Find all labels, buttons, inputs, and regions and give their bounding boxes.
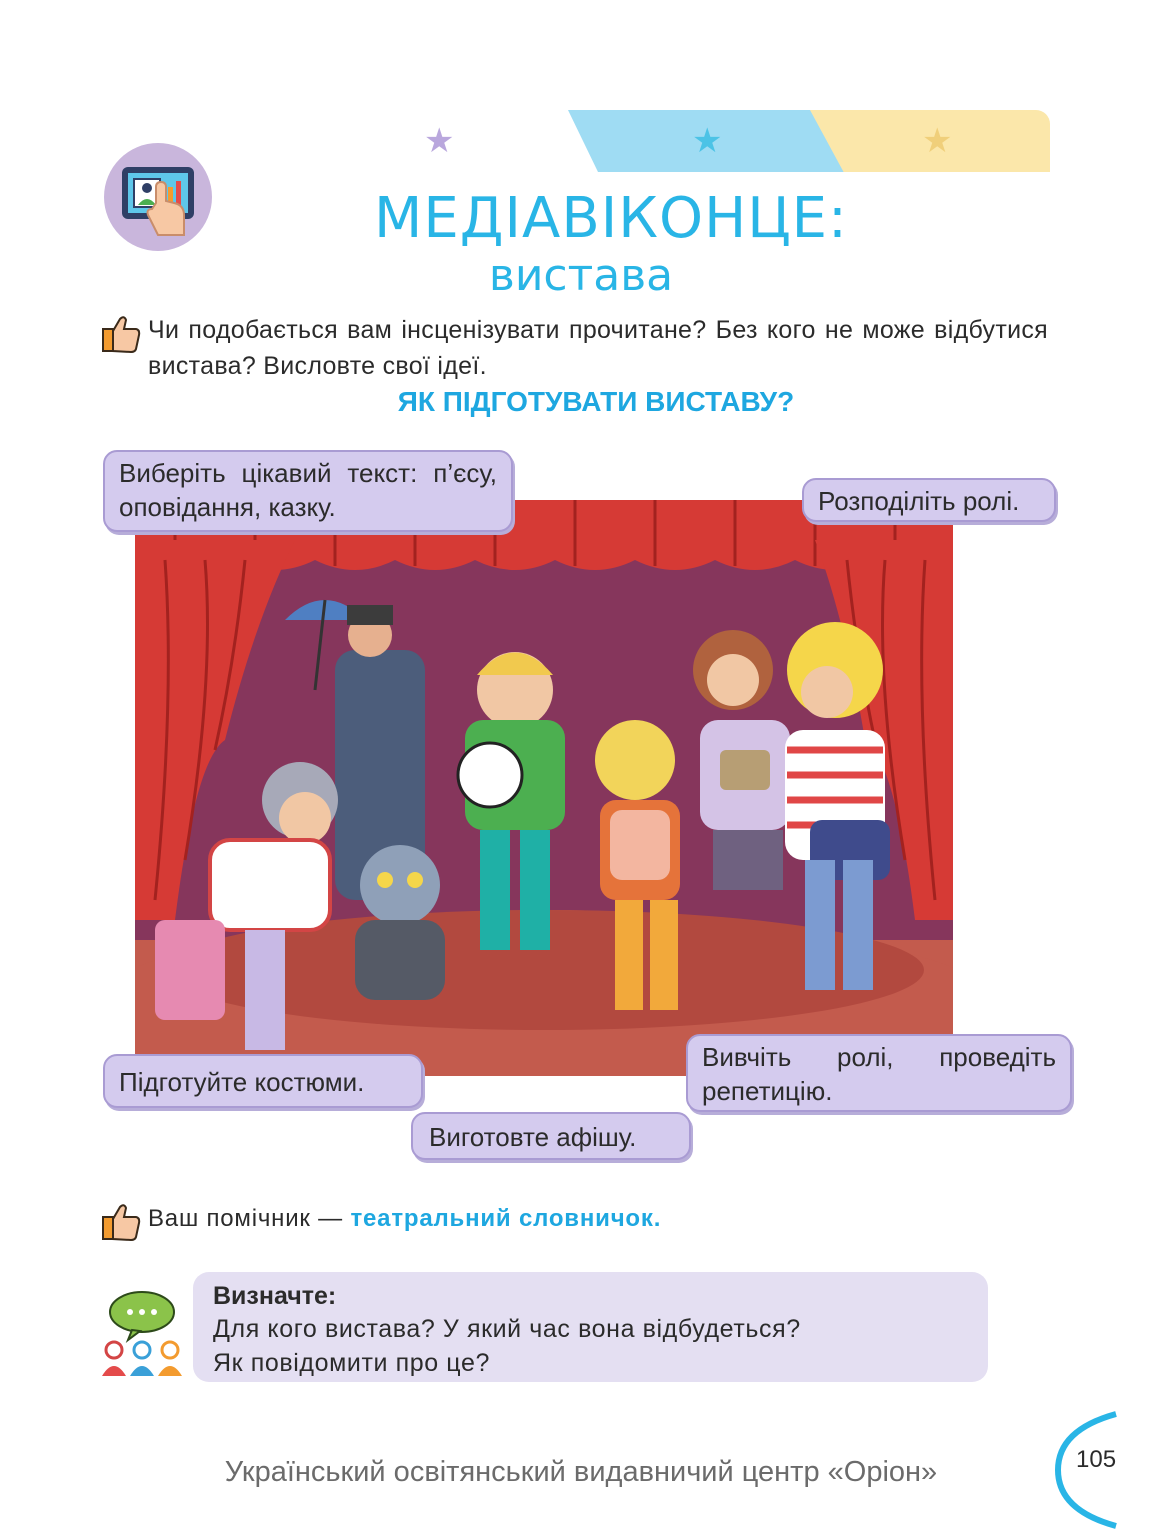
section-heading: ЯК ПІДГОТУВАТИ ВИСТАВУ? <box>397 386 795 417</box>
star-icon: ★ <box>922 122 953 160</box>
bubble-distribute-roles: Розподіліть ролі. <box>802 478 1056 522</box>
intro-text: Чи подобається вам інсценізувати прочитане? Без кого не може відбутися вистава? Висловте свої ідеї. <box>148 316 1048 380</box>
task-line-1: Для кого вистава? У який час вона відбудеться? <box>213 1315 801 1343</box>
group-discussion-icon <box>100 1290 184 1385</box>
task-box <box>193 1272 988 1382</box>
bubble-costumes: Підготуйте костюми. <box>103 1054 423 1108</box>
task-line-2: Як повідомити про це? <box>213 1349 490 1377</box>
thumbs-up-icon <box>100 313 142 360</box>
bubble-learn-roles: Вивчіть ролі, проведіть репетицію. <box>686 1034 1072 1112</box>
theatre-stage-illustration <box>135 500 953 1076</box>
publisher-footer: Український освітянський видавничий центр «Оріон» <box>224 1456 938 1488</box>
bubble-poster: Виготовте афішу. <box>411 1112 691 1160</box>
thumbs-up-icon <box>100 1201 142 1248</box>
page-title: МЕДІАВІКОНЦЕ: <box>374 186 848 251</box>
star-icon: ★ <box>692 122 723 160</box>
page-number: 105 <box>1076 1446 1117 1473</box>
helper-prefix: Ваш помічник — <box>148 1205 343 1232</box>
star-icon: ★ <box>424 122 455 160</box>
helper-line <box>148 1205 661 1233</box>
page-subtitle: вистава <box>488 250 674 301</box>
task-title: Визначте: <box>213 1282 337 1310</box>
bubble-choose-text: Виберіть цікавий текст: п’єсу, оповідання, казку. <box>103 450 513 532</box>
helper-highlight: театральний словничок. <box>350 1205 662 1232</box>
